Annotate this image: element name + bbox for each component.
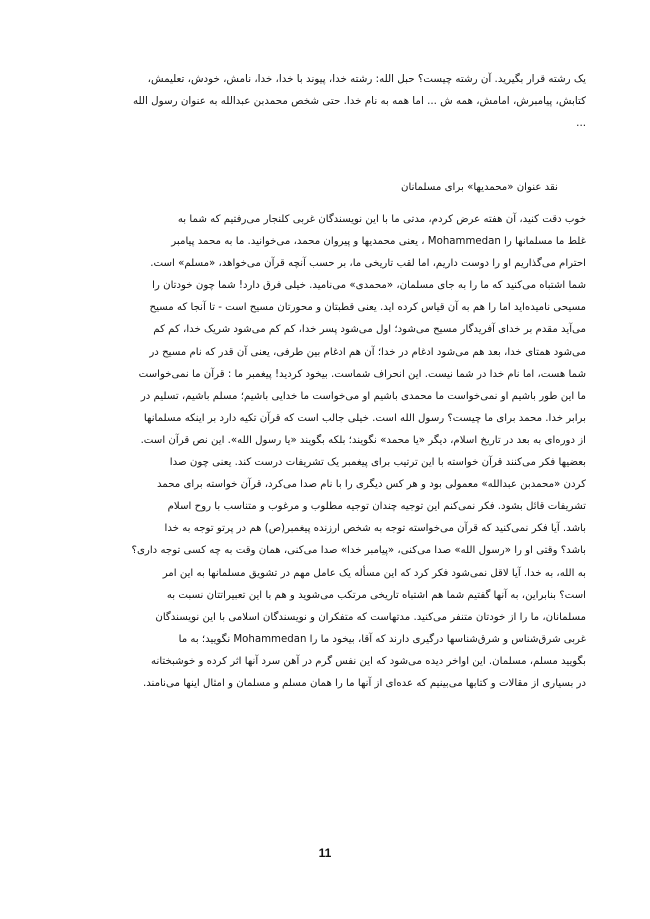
body-line: می‌آید مقدم بر خدای آفریدگار مسیح می‌شود؛ اول می‌شود پسر خدا، کم کم می‌شود شریک خدا، کم کم xyxy=(153,324,586,336)
body-line: برابر خدا. محمد برای ما چیست؟ رسول الله است. خیلی جالب است که قرآن تکیه دارد بر اینکه مسلمانها xyxy=(143,412,586,424)
body-line: احترام می‌گذاریم او را دوست داریم، اما لقب تاریخی ما، بر حسب آنچه قرآن می‌خواهد، «مسلم» است. xyxy=(150,258,586,270)
body-line: خوب دقت کنید، آن هفته عرض کردم، مدتی ما با این نویسندگان غربی کلنجار می‌رفتیم که شما به xyxy=(177,214,586,225)
body-line: مسیحی نامیده‌اید اما را هم به آن قیاس کرده‌ اید. یعنی قطبتان و محورتان مسیح است - تا آنجا که مسیح xyxy=(149,302,586,314)
body-line: غربی شرق‌شناس و شرق‌شناسها درگیری دارند که آقا، بیخود ما را Mohammedan نگویید؛ به ما xyxy=(178,633,586,645)
intro-line: یک رشته قرار بگیرید. آن رشته چیست؟ حبل الله: رشته خدا، پیوند با خدا، خدا، نامش، خودش، تعلیمش، xyxy=(147,73,586,85)
body-line: شما هست، اما نام خدا در شما نیست. این انحراف شماست. بیخود کردید! پیغمبر ما : قرآن ما نمی‌خواست xyxy=(138,368,586,380)
body-line: بعضیها فکر می‌کنند قرآن خواسته با این ترتیب برای پیغمبر یک تشریفات درست کند. یعنی چون صدا xyxy=(169,457,586,469)
body-line: تشریفات قائل بشود. فکر نمی‌کنم این توجیه چندان توجیه مطلوب و مرغوب و متناسب با روح اسلام xyxy=(167,501,586,513)
page-number: 11 xyxy=(318,846,332,860)
section-heading: نقد عنوان «محمدیها» برای مسلمانان xyxy=(401,182,558,193)
body-line: باشد. آیا فکر نمی‌کنید که قرآن می‌خواسته توجه به شخص ارزنده پیغمبر(ص) هم در پرتو توجه به خدا xyxy=(164,523,586,535)
body-line: شما اشتباه می‌کنید که ما را به جای مسلمان، «محمدی» می‌نامید. خیلی فرق دارد! شما چون خودتان را xyxy=(152,280,586,292)
body-line: در بسیاری از مقالات و کتابها می‌بینیم که عده‌ای از آنها ما را همان مسلم و مسلمان و امثال اینها می‌نامند. xyxy=(142,677,586,689)
intro-line: ... xyxy=(576,117,586,129)
intro-line: کتابش، پیامبرش، امامش، همه ش ... اما همه به نام خدا. حتی شخص محمدبن عبدالله به عنوان رسول الله xyxy=(132,95,586,107)
intro-paragraph xyxy=(118,68,586,134)
body-line: از دوره‌ای به بعد در تاریخ اسلام، دیگر «یا محمد» نگویند؛ بلکه بگویند «یا رسول الله». این نص قرآن است. xyxy=(140,434,586,446)
body-line: ما این طور باشیم او نمی‌خواست ما محمدی باشیم او می‌خواست ما خدایی باشیم؛ مسلم باشیم، تسلیم در xyxy=(140,390,586,402)
body-line: مسلمانان، ما را از خودتان متنفر می‌کنید. مدتهاست که متفکران و نویسندگان اسلامی با این نویسندگان xyxy=(155,611,586,623)
body-line: کردن «محمدبن عبدالله» معمولی بود و هر کس دیگری را با نام صدا می‌کرد، قرآن خواسته برای محمد xyxy=(156,479,586,491)
body-paragraph xyxy=(118,209,586,695)
body-line: است؟ بنابراین، به آنها گفتیم شما هم اشتباه تاریخی مرتکب می‌شوید و هم با این تعبیراتتان نسبت به xyxy=(166,589,586,601)
body-line: بگویید مسلم، مسلمان. این اواخر دیده می‌شود که این نفس گرم در آهن سرد آنها اثر کرده و خوشبختانه xyxy=(151,655,586,667)
body-line: غلط ما مسلمانها را Mohammedan ، یعنی محمدیها و پیروان محمد، می‌خوانید. ما به محمد پیامبر xyxy=(171,236,586,248)
body-line: باشد؟ وقتی او را «رسول الله» صدا می‌کنی، «پیامبر خدا» صدا می‌کنی، همان وقت به چه کسی توجه داری؟ xyxy=(131,545,586,557)
body-line: می‌شود همتای خدا، بعد هم می‌شود ادغام در خدا؛ آن هم ادغام بین طرفی، یعنی آن قدر که نام مسیح در xyxy=(149,346,586,358)
body-line: به الله، به خدا. آیا لاقل نمی‌شود فکر کرد که این مسأله یک عامل مهم در تشویق مسلمانها به این امر xyxy=(162,567,586,579)
